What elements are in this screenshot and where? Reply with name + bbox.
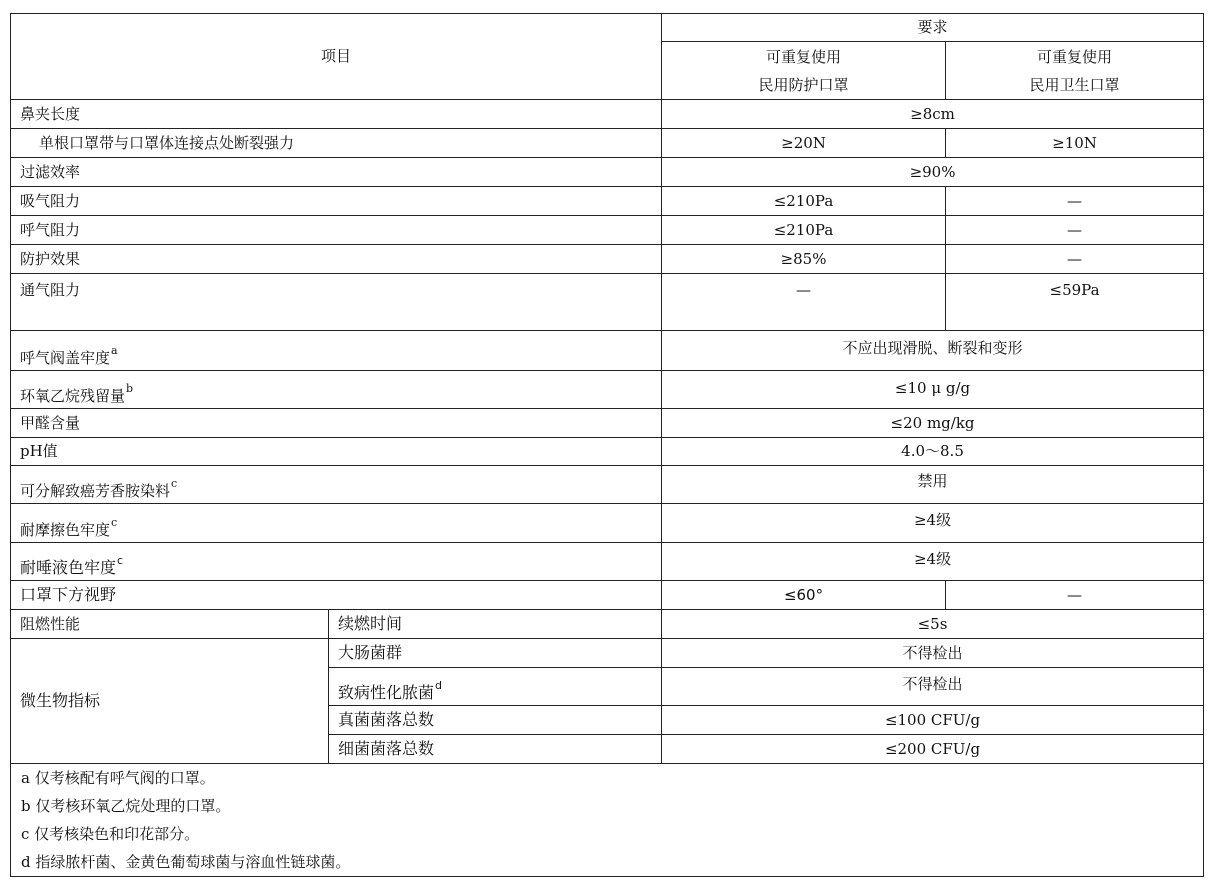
footnote-marker: a bbox=[111, 344, 118, 357]
footnote-b: b 仅考核环氧乙烷处理的口罩。 bbox=[21, 797, 231, 815]
row-value: ≤100 CFU/g bbox=[662, 706, 1204, 735]
row-item bbox=[11, 331, 662, 371]
row-item: 鼻夹长度 bbox=[11, 100, 662, 129]
row-item: 吸气阻力 bbox=[11, 187, 662, 216]
row-value: ≥90% bbox=[662, 158, 1204, 187]
footnote-d: d 指绿脓杆菌、金黄色葡萄球菌与溶血性链球菌。 bbox=[21, 853, 351, 871]
header-item: 项目 bbox=[11, 14, 662, 100]
row-value-col1: ≤210Pa bbox=[662, 216, 946, 245]
requirements-table bbox=[10, 13, 1204, 877]
row-subitem: 大肠菌群 bbox=[329, 639, 662, 668]
row-value: ≤200 CFU/g bbox=[662, 735, 1204, 764]
header-requirement: 要求 bbox=[662, 14, 1204, 42]
row-value-col1: ≥85% bbox=[662, 245, 946, 274]
row-subitem: 细菌菌落总数 bbox=[329, 735, 662, 764]
table-row bbox=[11, 331, 1204, 371]
row-value: ≥4级 bbox=[662, 504, 1204, 543]
row-subitem: 真菌菌落总数 bbox=[329, 706, 662, 735]
footnote-marker: d bbox=[435, 679, 442, 692]
header-col-protective-line2: 民用防护口罩 bbox=[758, 75, 849, 94]
table-row bbox=[11, 274, 1204, 331]
footnote-a: a 仅考核配有呼气阀的口罩。 bbox=[21, 769, 215, 787]
row-value-col2: ≤59Pa bbox=[946, 274, 1204, 331]
row-value: ≤5s bbox=[662, 610, 1204, 639]
header-col-protective bbox=[662, 42, 946, 100]
table-row bbox=[11, 409, 1204, 438]
row-value-col1: — bbox=[662, 274, 946, 331]
footnotes-row bbox=[11, 764, 1204, 877]
footnote-marker: c bbox=[171, 477, 178, 490]
row-value: ≤10 μ g/g bbox=[662, 371, 1204, 409]
row-value-col2: — bbox=[946, 216, 1204, 245]
table-header-row bbox=[11, 14, 1204, 42]
row-item bbox=[11, 504, 662, 543]
row-value: 不得检出 bbox=[662, 668, 1204, 706]
row-item-label: 环氧乙烷残留量 bbox=[20, 387, 126, 405]
row-item: 微生物指标 bbox=[11, 639, 329, 764]
row-value: 禁用 bbox=[662, 466, 1204, 504]
header-col-hygienic bbox=[946, 42, 1204, 100]
row-item: pH值 bbox=[11, 438, 662, 466]
footnote-marker: b bbox=[126, 382, 134, 395]
row-item bbox=[11, 466, 662, 504]
row-item: 防护效果 bbox=[11, 245, 662, 274]
row-item: 口罩下方视野 bbox=[11, 581, 662, 610]
row-item-label: 耐唾液色牢度 bbox=[20, 558, 117, 577]
table-row bbox=[11, 129, 1204, 158]
table-row bbox=[11, 438, 1204, 466]
row-value-col1: ≤60° bbox=[662, 581, 946, 610]
table-row bbox=[11, 543, 1204, 581]
table-row bbox=[11, 639, 1204, 668]
row-value: 不得检出 bbox=[662, 639, 1204, 668]
row-item: 呼气阻力 bbox=[11, 216, 662, 245]
table-row bbox=[11, 371, 1204, 409]
row-value-col2: — bbox=[946, 581, 1204, 610]
table-row bbox=[11, 581, 1204, 610]
table-row bbox=[11, 216, 1204, 245]
footnote-marker: c bbox=[111, 516, 118, 529]
header-col-hygienic-line1: 可重复使用 bbox=[1037, 47, 1113, 66]
row-value-col2: — bbox=[946, 245, 1204, 274]
row-item bbox=[11, 543, 662, 581]
row-value: 不应出现滑脱、断裂和变形 bbox=[662, 331, 1204, 371]
row-value-col1: ≥20N bbox=[662, 129, 946, 158]
table-row bbox=[11, 610, 1204, 639]
row-item-label: 可分解致癌芳香胺染料 bbox=[20, 482, 171, 500]
row-item: 甲醛含量 bbox=[11, 409, 662, 438]
table-row bbox=[11, 245, 1204, 274]
footnotes bbox=[11, 764, 1204, 877]
row-value: ≤20 mg/kg bbox=[662, 409, 1204, 438]
row-value-col2: — bbox=[946, 187, 1204, 216]
row-subitem-label: 致病性化脓菌 bbox=[338, 683, 435, 702]
row-item-label: 呼气阀盖牢度 bbox=[20, 349, 111, 367]
table-row bbox=[11, 466, 1204, 504]
row-item: 单根口罩带与口罩体连接点处断裂强力 bbox=[11, 129, 662, 158]
row-item: 过滤效率 bbox=[11, 158, 662, 187]
row-value: 4.0～8.5 bbox=[662, 438, 1204, 466]
row-item: 阻燃性能 bbox=[11, 610, 329, 639]
table-row bbox=[11, 158, 1204, 187]
header-col-protective-line1: 可重复使用 bbox=[766, 47, 842, 66]
row-value-col1: ≤210Pa bbox=[662, 187, 946, 216]
footnote-c: c 仅考核染色和印花部分。 bbox=[21, 825, 200, 843]
table-row bbox=[11, 100, 1204, 129]
row-item-label: 耐摩擦色牢度 bbox=[20, 521, 111, 539]
row-value: ≥8cm bbox=[662, 100, 1204, 129]
row-item: 通气阻力 bbox=[11, 274, 662, 331]
header-col-hygienic-line2: 民用卫生口罩 bbox=[1029, 75, 1120, 94]
row-subitem: 续燃时间 bbox=[329, 610, 662, 639]
row-item bbox=[11, 371, 662, 409]
table-row bbox=[11, 187, 1204, 216]
table-row bbox=[11, 504, 1204, 543]
row-value: ≥4级 bbox=[662, 543, 1204, 581]
row-value-col2: ≥10N bbox=[946, 129, 1204, 158]
footnote-marker: c bbox=[117, 554, 124, 567]
row-subitem bbox=[329, 668, 662, 706]
